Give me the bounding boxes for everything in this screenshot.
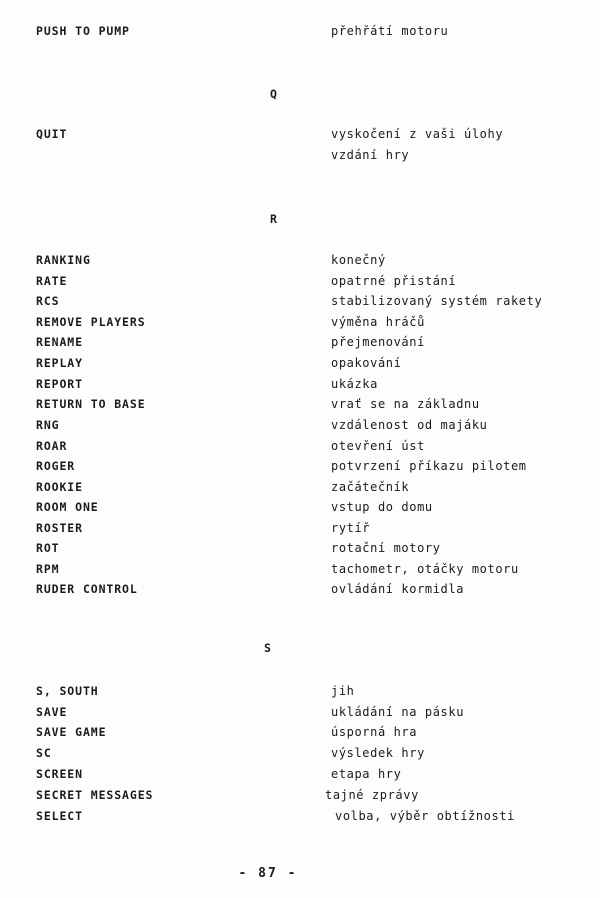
entry-translation: stabilizovaný systém rakety — [331, 294, 543, 308]
list-item — [0, 684, 600, 704]
entry-translation: úsporná hra — [331, 725, 418, 739]
entry-translation: tajné zprávy — [325, 788, 419, 802]
entry-term: ROOKIE — [36, 480, 83, 494]
entry-term: RANKING — [36, 253, 91, 267]
entry-translation: volba, výběr obtížnosti — [335, 809, 515, 823]
entry-translation: vzdálenost od majáku — [331, 418, 488, 432]
entry-translation: rotační motory — [331, 541, 441, 555]
entry-term: RATE — [36, 274, 68, 288]
entry-term: RETURN TO BASE — [36, 397, 146, 411]
section-heading-q: Q — [270, 87, 278, 101]
entry-translation: rytíř — [331, 521, 371, 535]
entry-translation: výměna hráčů — [331, 315, 425, 329]
entry-term: RENAME — [36, 335, 83, 349]
list-item — [0, 541, 600, 561]
list-item — [0, 377, 600, 397]
entry-term: ROAR — [36, 439, 68, 453]
entry-term: REPLAY — [36, 356, 83, 370]
entry-term: RUDER CONTROL — [36, 582, 138, 596]
entry-translation: ukládání na pásku — [331, 705, 465, 719]
entry-term: RCS — [36, 294, 60, 308]
list-item — [0, 746, 600, 766]
list-item — [0, 274, 600, 294]
entry-translation: přehřátí motoru — [331, 24, 449, 38]
entry-translation: vstup do domu — [331, 500, 433, 514]
list-item — [0, 335, 600, 355]
entry-term: SCREEN — [36, 767, 83, 781]
entry-translation: opakování — [331, 356, 402, 370]
entry-term: S, SOUTH — [36, 684, 99, 698]
list-item — [0, 562, 600, 582]
entry-term: SAVE GAME — [36, 725, 107, 739]
entry-term: SELECT — [36, 809, 83, 823]
entry-term: PUSH TO PUMP — [36, 24, 130, 38]
list-item — [0, 788, 600, 808]
entry-translation: vrať se na základnu — [331, 397, 480, 411]
entry-term: SECRET MESSAGES — [36, 788, 154, 802]
entry-translation: jih — [331, 684, 355, 698]
entry-term: SAVE — [36, 705, 68, 719]
entry-translation: opatrné přistání — [331, 274, 457, 288]
list-item — [0, 521, 600, 541]
page-number: - 87 - — [238, 866, 298, 881]
list-item — [0, 397, 600, 417]
list-item — [0, 725, 600, 745]
list-item — [0, 582, 600, 602]
entry-term: SC — [36, 746, 52, 760]
entry-term: RNG — [36, 418, 60, 432]
entry-translation: ovládání kormidla — [331, 582, 465, 596]
list-item — [0, 809, 600, 829]
entry-translation: konečný — [331, 253, 386, 267]
section-heading-r: R — [270, 212, 278, 226]
list-item — [0, 480, 600, 500]
entry-term: ROGER — [36, 459, 76, 473]
entry-translation: tachometr, otáčky motoru — [331, 562, 519, 576]
section-heading-s: S — [264, 641, 272, 655]
entry-translation: potvrzení příkazu pilotem — [331, 459, 527, 473]
list-item — [0, 253, 600, 273]
entry-translation: vzdání hry — [331, 148, 410, 162]
entry-translation: přejmenování — [331, 335, 425, 349]
list-item — [0, 418, 600, 438]
list-item — [0, 767, 600, 787]
list-item — [0, 439, 600, 459]
list-item — [0, 705, 600, 725]
entry-translation: ukázka — [331, 377, 378, 391]
list-item — [0, 24, 600, 44]
entry-translation: etapa hry — [331, 767, 402, 781]
list-item — [0, 148, 600, 168]
list-item — [0, 315, 600, 335]
list-item — [0, 356, 600, 376]
entry-translation: začátečník — [331, 480, 410, 494]
entry-term: REPORT — [36, 377, 83, 391]
entry-term: ROSTER — [36, 521, 83, 535]
entry-term: QUIT — [36, 127, 68, 141]
entry-translation: výsledek hry — [331, 746, 425, 760]
entry-term: RPM — [36, 562, 60, 576]
list-item — [0, 500, 600, 520]
list-item — [0, 127, 600, 147]
entry-term: REMOVE PLAYERS — [36, 315, 146, 329]
list-item — [0, 294, 600, 314]
entry-translation: vyskočení z vaši úlohy — [331, 127, 504, 141]
entry-term: ROT — [36, 541, 60, 555]
entry-term: ROOM ONE — [36, 500, 99, 514]
entry-translation: otevření úst — [331, 439, 425, 453]
list-item — [0, 459, 600, 479]
